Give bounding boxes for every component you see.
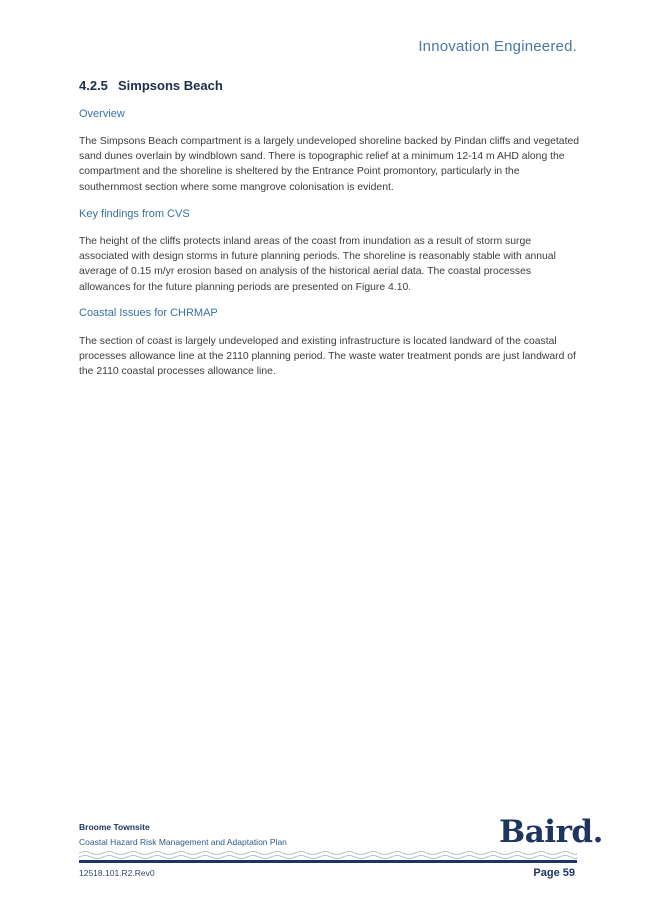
footer-wave-divider <box>79 850 577 864</box>
section-heading <box>79 78 223 93</box>
footer-project: Broome Townsite <box>79 822 150 832</box>
header-tagline: Innovation Engineered. <box>418 38 577 55</box>
paragraph-key-findings: The height of the cliffs protects inland areas of the coast from inundation as a result of storm surge associated with design storms in future planning periods. The shoreline is reasonably stable with annual average of 0.15 m/yr erosion based on analysis of the historical aerial data. The coastal processes allowances for the future planning periods are presented on Figure 4.10. <box>79 236 556 293</box>
section-number: 4.2.5 <box>79 78 108 93</box>
subheading-coastal-issues: Coastal Issues for CHRMAP <box>79 307 218 319</box>
page-number: Page 59 <box>533 867 575 879</box>
baird-logo: Baird. <box>499 814 603 850</box>
section-title: Simpsons Beach <box>118 78 223 93</box>
paragraph-coastal-issues: The section of coast is largely undeveloped and existing infrastructure is located landward of the coastal processes allowance line at the 2110 planning period. The waste water treatment ponds are just landward of the 2110 coastal processes allowance line. <box>79 336 576 378</box>
paragraph-overview: The Simpsons Beach compartment is a largely undeveloped shoreline backed by Pindan cliffs and vegetated sand dunes overlain by windblown sand. There is topographic relief at a minimum 12-14 m AHD along the compartment and the shoreline is sheltered by the Entrance Point promontory, particularly in the southernmost section where some mangrove colonisation is evident. <box>79 136 580 193</box>
footer-plan: Coastal Hazard Risk Management and Adaptation Plan <box>79 837 287 847</box>
subheading-overview: Overview <box>79 108 125 120</box>
document-id: 12518.101.R2.Rev0 <box>79 868 155 878</box>
subheading-key-findings: Key findings from CVS <box>79 208 190 220</box>
